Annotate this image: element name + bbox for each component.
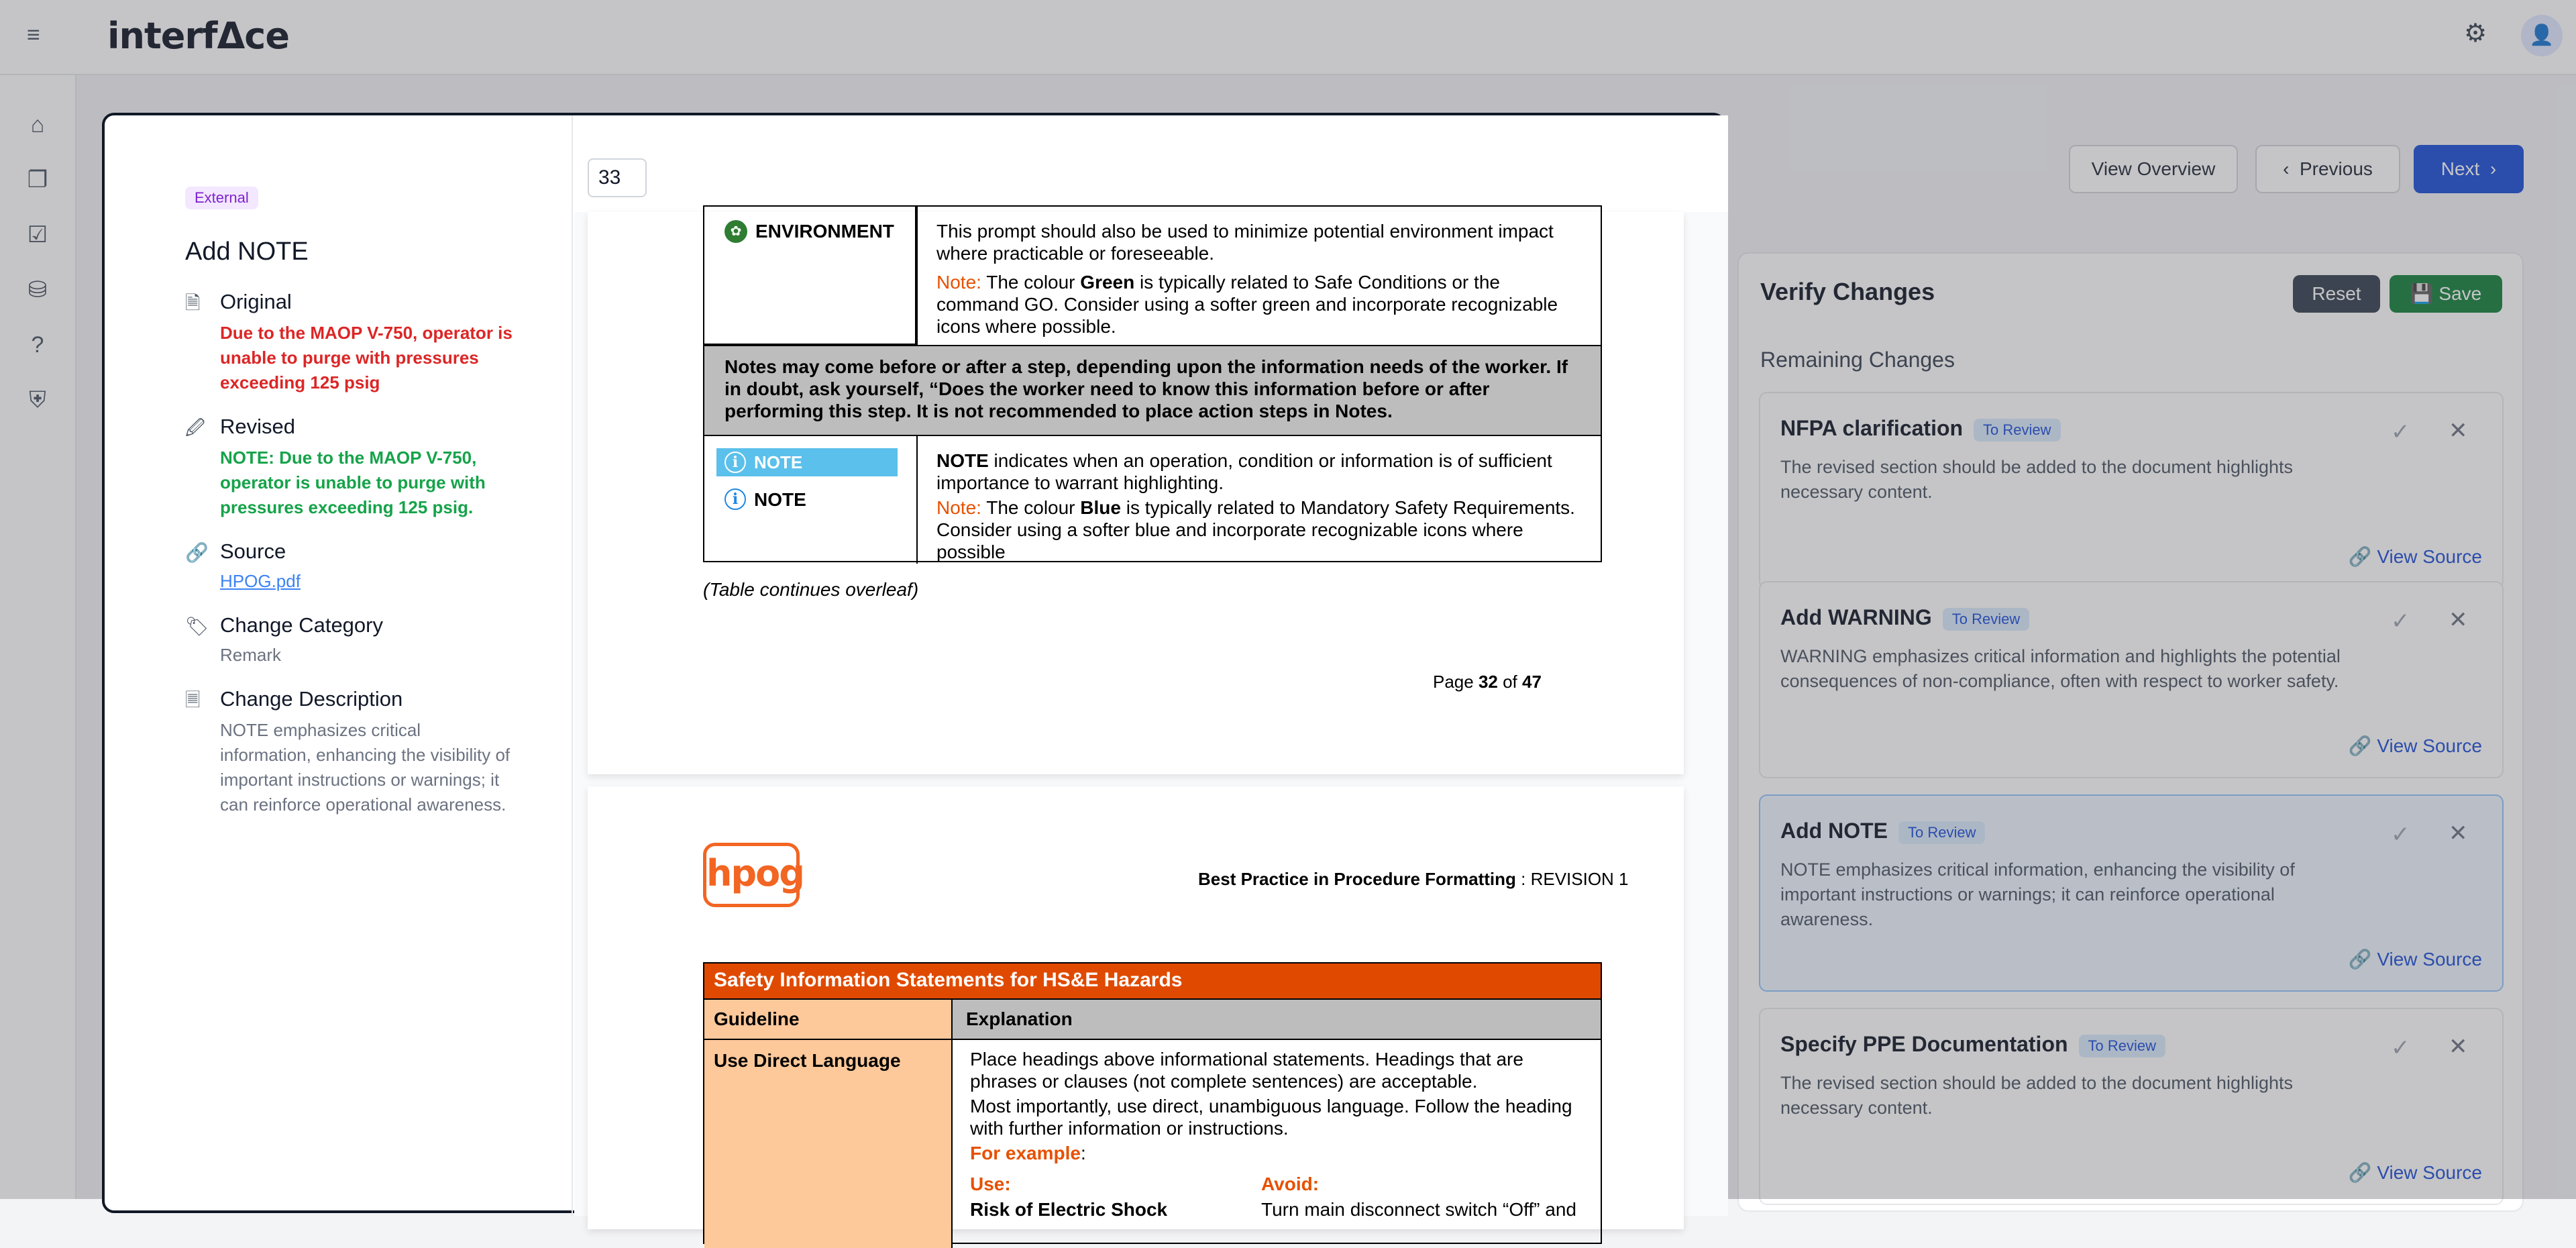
change-title: Specify PPE Documentation To Review [1780,1032,2165,1057]
change-description: The revised section should be added to the document highlights necessary content. [1780,457,2294,502]
pdf-page [588,786,1684,1229]
divider [916,207,918,345]
documents-icon[interactable]: ❐ [27,167,48,193]
gear-icon[interactable]: ⚙ [2463,19,2487,48]
clipboard-icon[interactable]: ☑ [27,222,48,248]
status-badge: To Review [1943,608,2029,631]
notes-banner [704,345,1601,436]
note-label-plain: NOTE [754,489,806,510]
approve-check-icon[interactable]: ✓ [2391,419,2410,445]
note-text: NOTE indicates when an operation, condition or information is of sufficient importance to warrant highlighting. [936,450,1552,493]
view-source-link[interactable]: 🔗 View Source [2348,949,2482,970]
pdf-page [588,212,1684,774]
remaining-changes-heading: Remaining Changes [1760,348,1955,372]
avoid-heading: Avoid: [1261,1174,1320,1194]
document-icon: 🗏 [185,690,201,711]
status-badge: To Review [2079,1035,2165,1057]
tag-icon: 🏷 [185,616,209,637]
page-header: Best Practice in Procedure Formatting : REVISION 1 [1198,869,1629,889]
revised-value: NOTE: Due to the MAOP V-750, operator is unable to purge with pressures exceeding 125 psig. [220,448,486,517]
user-icon[interactable]: 👤 [2521,15,2563,56]
info-icon: i [724,452,746,473]
use-heading: Use: [970,1174,1011,1194]
chevron-left-icon: ‹ [2283,158,2290,179]
row1-paragraph-1: Place headings above informational statements. Headings that are phrases or clauses (not complete sentences) are acceptable. [970,1049,1523,1092]
hamburger-icon[interactable]: ≡ [27,22,40,48]
notes-banner-text: Notes may come before or after a step, depending upon the information needs of the worker. If in doubt, ask yourself, “Does the worker need to know this information before or after performing this step. It is not recommended to place action steps in Notes. [724,356,1568,421]
link-icon: 🔗 [2348,735,2372,756]
doc-cell [704,207,916,345]
divider [916,436,918,564]
reject-close-icon[interactable]: ✕ [2449,418,2468,444]
globe-icon: ✿ [724,220,747,243]
next-label: Next [2440,158,2480,179]
env-label: ENVIRONMENT [755,221,894,242]
guideline-cell [704,1040,953,1248]
revised-field [185,415,547,515]
change-title: Add NOTE To Review [1780,819,1985,844]
doc-table [703,205,1602,562]
view-source-link[interactable]: 🔗 View Source [2348,735,2482,756]
chevron-right-icon: › [2489,158,2497,179]
reject-close-icon[interactable]: ✕ [2449,1034,2468,1059]
view-overview-button[interactable]: View Overview [2069,145,2238,193]
view-source-link[interactable]: 🔗 View Source [2348,1162,2482,1183]
change-title: Add WARNING To Review [1780,605,2029,631]
database-icon[interactable]: ⛁ [28,277,48,303]
pdf-viewer[interactable] [574,115,1728,1220]
reset-button[interactable]: Reset [2293,275,2380,313]
col-explanation-header [953,998,1601,1040]
revised-label: Revised [220,415,295,438]
view-source-link[interactable]: 🔗 View Source [2348,546,2482,567]
link-icon: 🔗 [2348,949,2372,970]
verify-title: Verify Changes [1760,278,1935,305]
use-item: Risk of Electric Shock [970,1199,1168,1220]
row1-paragraph-2: Most importantly, use direct, unambiguous language. Follow the heading with further information or instructions. [970,1096,1572,1139]
env-note: Note: The colour Green is typically related to Safe Conditions or the command GO. Consider using a softer green and incorporate recognizable icons where possible. [936,272,1558,337]
change-description: NOTE emphasizes critical information, enhancing the visibility of important instructions or warnings; it can reinforce operational awareness. [1780,860,2295,929]
reject-close-icon[interactable]: ✕ [2449,821,2468,846]
link-icon: 🔗 [185,542,209,563]
col2-label: Explanation [966,1008,1073,1029]
approve-check-icon[interactable]: ✓ [2391,609,2410,634]
hse-table [703,962,1602,1244]
table-continues: (Table continues overleaf) [703,579,919,600]
description-label: Change Description [220,687,403,711]
change-details-column [105,115,573,1216]
reject-close-icon[interactable]: ✕ [2449,607,2468,633]
avoid-item: Turn main disconnect switch “Off” and [1261,1199,1576,1220]
external-tag: External [185,187,258,209]
page-footer: Page 32 of 47 [1433,672,1542,692]
blue-note: Note: The colour Blue is typically related to Mandatory Safety Requirements. Consider using a softer blue and incorporate recognizable icons where possible [936,497,1575,562]
approve-check-icon[interactable]: ✓ [2391,822,2410,847]
link-icon: 🔗 [2348,1162,2372,1183]
original-label: Original [220,290,292,313]
source-label: Source [220,539,286,563]
modal-title: Add NOTE [185,238,309,266]
env-text: This prompt should also be used to minimize potential environment impact where practicable or foreseeable. [936,221,1554,264]
status-badge: To Review [1898,821,1985,844]
shield-check-icon[interactable]: ⛨ [29,387,46,413]
description-value: NOTE emphasizes critical information, enhancing the visibility of important instructions or warnings; it can reinforce operational awareness. [220,720,511,815]
help-icon[interactable]: ? [31,332,44,358]
category-field [185,613,547,674]
category-label: Change Category [220,613,383,637]
app-logo[interactable]: interfΔce [107,15,289,57]
info-icon: i [724,488,746,510]
change-description: The revised section should be added to the document highlights necessary content. [1780,1073,2294,1118]
approve-check-icon[interactable]: ✓ [2391,1035,2410,1061]
original-field [185,290,547,391]
for-example: For example: [970,1143,1086,1163]
file-x-icon: 🗎 [185,293,201,313]
col-guideline-header [704,998,953,1040]
original-value: Due to the MAOP V-750, operator is unable to purge with pressures exceeding 125 psig [220,323,513,393]
category-value: Remark [220,645,282,665]
hse-table-title-bar [704,964,1601,998]
row1-label: Use Direct Language [714,1050,901,1071]
save-label: Save [2438,283,2482,304]
previous-label: Previous [2299,158,2373,179]
link-icon: 🔗 [2348,546,2372,567]
status-badge: To Review [1974,419,2060,441]
hpog-logo: hpog [703,843,800,907]
change-description: WARNING emphasizes critical information and highlights the potential consequences of non-compliance, often with respect to worker safety. [1780,646,2341,691]
change-detail-modal [102,113,1725,1220]
source-field [185,539,547,600]
viewer-toolbar [574,115,1728,212]
note-badge: NOTE [716,448,898,476]
file-edit-icon: 🖉 [185,417,205,438]
page-number-input[interactable] [588,158,647,197]
description-field [185,687,547,848]
change-title: NFPA clarification To Review [1780,416,2061,441]
col1-label: Guideline [714,1008,800,1029]
source-link[interactable]: HPOG.pdf [220,571,301,591]
home-icon[interactable]: ⌂ [30,112,45,138]
save-icon: 💾 [2410,283,2434,304]
hse-table-title: Safety Information Statements for HS&E Hazards [714,969,1183,991]
